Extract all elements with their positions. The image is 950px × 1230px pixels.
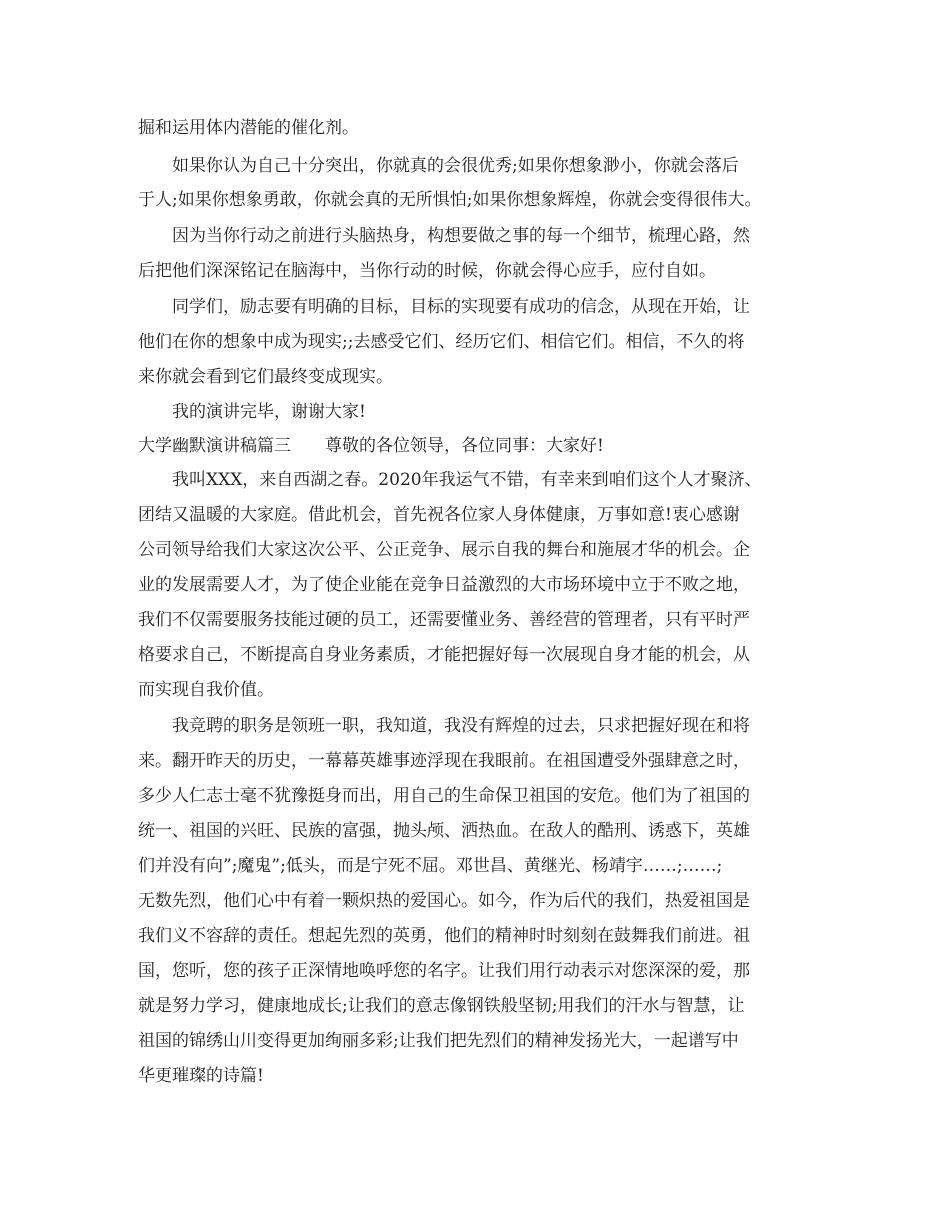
text-line: 团结又温暖的大家庭。借此机会，首先祝各位家人身体健康，万事如意!衷心感谢	[138, 505, 740, 525]
text-line: 我的演讲完毕，谢谢大家!	[138, 402, 366, 422]
text-line: 掘和运用体内潜能的催化剂。	[138, 118, 359, 138]
section-heading: 大学幽默演讲稿篇三 尊敬的各位领导，各位同事：大家好!	[138, 436, 604, 456]
text-line: 多少人仁志士毫不犹豫挺身而出，用自己的生命保卫祖国的安危。他们为了祖国的	[138, 786, 750, 806]
text-line: 如果你认为自己十分突出，你就真的会很优秀;如果你想象渺小，你就会落后	[138, 156, 739, 176]
text-line: 无数先烈，他们心中有着一颗炽热的爱国心。如今，作为后代的我们，热爱祖国是	[138, 891, 750, 911]
text-line: 同学们，励志要有明确的目标，目标的实现要有成功的信念，从现在开始，让	[138, 297, 750, 317]
text-line: 来。翻开昨天的历史，一幕幕英雄事迹浮现在我眼前。在祖国遭受外强肆意之时，	[138, 751, 750, 771]
text-line: 于人;如果你想象勇敢，你就会真的无所惧怕;如果你想象辉煌，你就会变得很伟大。	[138, 190, 762, 210]
text-line: 就是努力学习，健康地成长;让我们的意志像钢铁般坚韧;用我们的汗水与智慧，让	[138, 996, 745, 1016]
text-line: 而实现自我价值。	[138, 680, 274, 700]
text-line: 我们义不容辞的责任。想起先烈的英勇，他们的精神时时刻刻在鼓舞我们前进。祖	[138, 926, 750, 946]
text-line: 我们不仅需要服务技能过硬的员工，还需要懂业务、善经营的管理者，只有平时严	[138, 610, 750, 630]
text-line: 来你就会看到它们最终变成现实。	[138, 367, 393, 387]
text-line: 业的发展需要人才，为了使企业能在竞争日益激烈的大市场环境中立于不败之地，	[138, 575, 750, 595]
text-line: 后把他们深深铭记在脑海中，当你行动的时候，你就会得心应手，应付自如。	[138, 261, 716, 281]
text-line: 统一、祖国的兴旺、民族的富强，抛头颅、洒热血。在敌人的酷刑、诱惑下，英雄	[138, 821, 750, 841]
text-line: 我竞聘的职务是领班一职，我知道，我没有辉煌的过去，只求把握好现在和将	[138, 716, 750, 736]
text-line: 格要求自己，不断提高自身业务素质，才能把握好每一次展现自身才能的机会，从	[138, 645, 750, 665]
text-line: 他们在你的想象中成为现实;;去感受它们、经历它们、相信它们。相信，不久的将	[138, 332, 745, 352]
text-line: 们并没有向”;魔鬼”;低头，而是宁死不屈。邓世昌、黄继光、杨靖宇……;……;	[138, 856, 723, 876]
text-line: 我叫XXX，来自西湖之春。2020年我运气不错，有幸来到咱们这个人才聚济、	[138, 470, 762, 490]
text-line: 国，您听，您的孩子正深情地唤呼您的名字。让我们用行动表示对您深深的爱，那	[138, 961, 750, 981]
text-line: 祖国的锦绣山川变得更加绚丽多彩;让我们把先烈们的精神发扬光大，一起谱写中	[138, 1031, 739, 1051]
text-line: 因为当你行动之前进行头脑热身，构想要做之事的每一个细节，梳理心路，然	[138, 226, 750, 246]
text-line: 公司领导给我们大家这次公平、公正竞争、展示自我的舞台和施展才华的机会。企	[138, 540, 750, 560]
text-line: 华更璀璨的诗篇!	[138, 1066, 264, 1086]
